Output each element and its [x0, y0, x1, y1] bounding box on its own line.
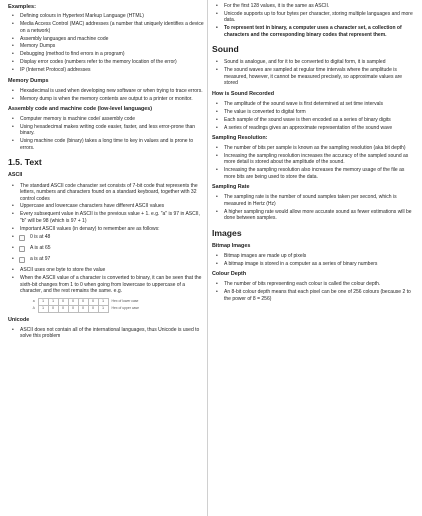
list-item: • The sound waves are sampled at regular time intervals where the amplitude is measured, however, it cannot be measured precisely, so approximate values are stored — [212, 67, 414, 87]
column-divider — [207, 0, 208, 516]
sound-list — [212, 59, 414, 86]
colour-depth-list — [212, 281, 414, 302]
unicode-heading: Unicode — [8, 316, 30, 323]
list-item: • For the first 128 values, it is the same as ASCII. — [212, 3, 414, 10]
images-section-heading: Images — [212, 227, 242, 238]
list-item: • Each sample of the sound wave is then encoded as a series of binary digits — [212, 117, 414, 124]
list-item: • The value is converted to digital form — [212, 109, 414, 116]
row-label: Hex of upper case — [111, 306, 140, 311]
list-item: • Assembly languages and machine code — [8, 36, 204, 43]
ascii-values-checklist — [8, 234, 204, 263]
list-item: • ASCII uses one byte to store the value — [8, 267, 204, 274]
sound-recorded-heading: How is Sound Recorded — [212, 90, 274, 97]
row-key: A — [32, 306, 35, 311]
binary-comparison-table — [30, 298, 139, 313]
bitmap-heading: Bitmap Images — [212, 242, 251, 249]
text-section-heading: 1.5. Text — [8, 157, 42, 168]
checklist-label: A is at 65 — [30, 245, 51, 252]
checklist-item — [8, 256, 204, 263]
memory-dumps-heading: Memory Dumps — [8, 77, 49, 84]
bit-cell: 0 — [78, 305, 88, 312]
row-label: Hex of lower case — [111, 299, 139, 304]
bit-cell: 0 — [58, 298, 68, 305]
row-key: a — [32, 299, 35, 304]
bit-cell: 0 — [58, 305, 68, 312]
examples-heading: Examples: — [8, 4, 36, 10]
bit-cell: 0 — [88, 298, 98, 305]
bit-cell: 1 — [38, 298, 48, 305]
bit-cell: 1 — [48, 298, 58, 305]
sampling-resolution-heading: Sampling Resolution: — [212, 135, 268, 142]
list-item: • To represent text in binary, a computer uses a character set, a collection of characters and the corresponding binary codes that represent them. — [212, 25, 414, 38]
list-item: • Media Access Control (MAC) addresses (a number that uniquely identifies a device on a network) — [8, 21, 204, 34]
colour-depth-heading: Colour Depth — [212, 271, 247, 278]
bit-cell: 0 — [48, 305, 58, 312]
ascii-heading: ASCII — [8, 172, 23, 179]
list-item: • When the ASCII value of a character is converted to binary, it can be seen that the sixth-bit changes from 1 to 0 when going from lowercase to uppercase of a character, and the rest remains the same. e.g. — [8, 275, 204, 295]
checklist-item — [8, 245, 204, 252]
ascii-more-list — [8, 267, 204, 294]
left-column — [8, 3, 204, 514]
list-item: • Using machine code (binary) takes a long time to key in values and is prone to errors. — [8, 138, 204, 151]
list-item: • Memory dump is when the memory contents are output to a printer or monitor. — [8, 96, 204, 103]
list-item: • Every subsequent value in ASCII is the previous value + 1. e.g. "a" is 97 in ASCII, "b" will be 98 (which is 97 + 1) — [8, 211, 204, 224]
list-item: • Memory Dumps — [8, 43, 204, 50]
sound-recorded-list — [212, 101, 414, 131]
checkbox[interactable] — [19, 246, 25, 252]
table-row — [30, 305, 139, 312]
list-item: • The sampling rate is the number of sound samples taken per second, which is measured in Hertz (Hz) — [212, 194, 414, 207]
checkbox[interactable] — [19, 257, 25, 263]
sound-section-heading: Sound — [212, 44, 239, 55]
list-item: • Sound is analogue, and for it to be converted to digital form, it is sampled — [212, 59, 414, 66]
assembly-list — [8, 116, 204, 151]
sampling-rate-heading: Sampling Rate — [212, 184, 250, 191]
list-item: • Increasing the sampling resolution increases the accuracy of the sampled sound as more detail is stored about the amplitude of the sound. — [212, 153, 414, 166]
checklist-item — [8, 234, 204, 241]
list-item: • IP (Internet Protocol) addresses — [8, 67, 204, 74]
bit-cell: 0 — [68, 298, 78, 305]
list-item: • Using hexadecimal makes writing code easier, faster, and less error-prone than binary. — [8, 124, 204, 137]
bitmap-list — [212, 253, 414, 267]
right-column — [212, 3, 414, 514]
bit-cell: 1 — [38, 305, 48, 312]
assembly-heading: Assembly code and machine code (low-level languages) — [8, 106, 153, 113]
bit-cell: 0 — [78, 298, 88, 305]
list-item: • Display error codes (numbers refer to the memory location of the error) — [8, 59, 204, 66]
unicode-list — [8, 327, 204, 340]
bit-cell: 0 — [88, 305, 98, 312]
list-item: • Important ASCII values (in denary) to remember are as follows: — [8, 226, 204, 233]
list-item: • Increasing the sampling resolution also increases the memory usage of the file as more bits are being used to store the data. — [212, 167, 414, 180]
checklist-label: 0 is at 48 — [30, 234, 51, 241]
list-item: • Uppercase and lowercase characters have different ASCII values — [8, 203, 204, 210]
sampling-rate-list — [212, 194, 414, 221]
list-item: • Hexadecimal is used when developing new software or when trying to trace errors. — [8, 88, 204, 95]
list-item: • A higher sampling rate would allow more accurate sound as fewer estimations will be done between samples. — [212, 209, 414, 222]
checkbox[interactable] — [19, 235, 25, 241]
list-item: • Debugging (method to find errors in a program) — [8, 51, 204, 58]
list-item: • Unicode supports up to four bytes per character, storing multiple languages and more data. — [212, 11, 414, 24]
checklist-label: a is at 97 — [30, 256, 51, 263]
list-item: • Defining colours in Hypertext Markup Language (HTML) — [8, 13, 204, 20]
bit-cell: 0 — [68, 305, 78, 312]
list-item: • Computer memory is machine code/ assembly code — [8, 116, 204, 123]
list-item: • A bitmap image is stored in a computer as a series of binary numbers — [212, 261, 414, 268]
list-item: • The amplitude of the sound wave is first determined at set time intervals — [212, 101, 414, 108]
list-item: • ASCII does not contain all of the international languages, thus Unicode is used to solve this problem — [8, 327, 204, 340]
list-item: • An 8-bit colour depth means that each pixel can be one of 256 colours (because 2 to the power of 8 = 256) — [212, 289, 414, 302]
ascii-list — [8, 183, 204, 233]
bit-cell: 1 — [98, 305, 108, 312]
list-item: • The number of bits per sample is known as the sampling resolution (aka bit depth) — [212, 145, 414, 152]
list-item: • A series of readings gives an approximate representation of the sound wave — [212, 125, 414, 132]
examples-list — [8, 13, 204, 73]
bit-cell: 1 — [98, 298, 108, 305]
sampling-resolution-list — [212, 145, 414, 180]
list-item: • The number of bits representing each colour is called the colour depth. — [212, 281, 414, 288]
memory-dumps-list — [8, 88, 204, 102]
table-row — [30, 298, 139, 305]
unicode-continued-list — [212, 3, 414, 38]
list-item: • Bitmap images are made up of pixels — [212, 253, 414, 260]
list-item: • The standard ASCII code character set consists of 7-bit code that represents the letters, numbers and characters found on a standard keyboard, together with 32 control codes — [8, 183, 204, 203]
